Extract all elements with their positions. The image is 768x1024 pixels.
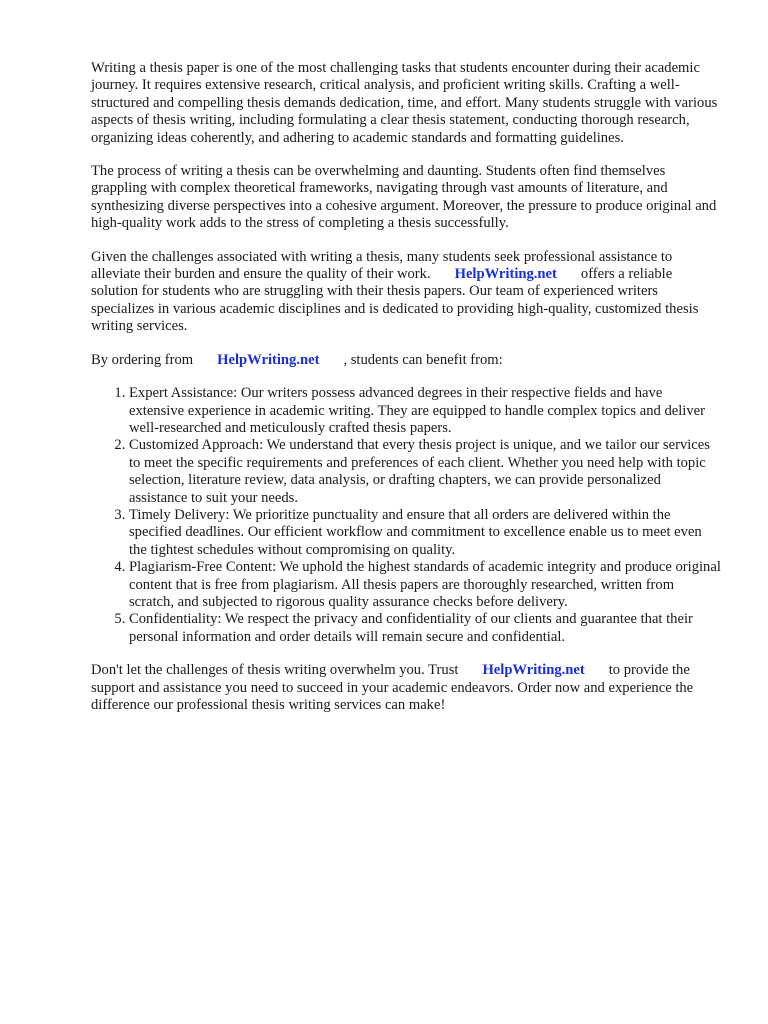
ordering-text-before: By ordering from [91,351,194,368]
benefit-item-expert-assistance: 1. Expert Assistance: Our writers possess advanced degrees in their respective fields and have extensive experience in academic writing. They are equipped to handle complex topics and deliver well-researched and meticulously crafted thesis papers. [129,385,721,437]
closing-text-after: to provide the support and assistance you need to succeed in your academic endeavors. Order now and experience the difference our professional thesis writing services can make! [91,662,694,713]
closing-paragraph [91,662,721,714]
helpwriting-link-1[interactable]: HelpWriting.net [454,266,557,283]
intro-paragraph: Writing a thesis paper is one of the most challenging tasks that students encounter during their academic journey. It requires extensive research, critical analysis, and proficient writing skills. Crafting a well-structured and compelling thesis demands dedication, time, and effort. Many students struggle with various aspects of thesis writing, including formulating a clear thesis statement, conducting thorough research, organizing ideas coherently, and adhering to academic standards and formatting guidelines. [91,60,718,146]
assistance-text-before: Given the challenges associated with writing a thesis, many students seek professional assistance to alleviate their burden and ensure the quality of their work. [91,248,673,283]
assistance-paragraph [91,249,721,336]
benefit-item-timely-delivery: 3. Timely Delivery: We prioritize punctuality and ensure that all orders are delivered within the specified deadlines. Our efficient workflow and commitment to excellence enable us to meet even the tightest schedules without compromising on quality. [129,507,721,559]
benefits-list [91,385,721,646]
helpwriting-link-2[interactable]: HelpWriting.net [217,351,320,368]
process-paragraph: The process of writing a thesis can be overwhelming and daunting. Students often find themselves grappling with complex theoretical frameworks, navigating through vast amounts of literature, and synthesizing diverse perspectives into a cohesive argument. Moreover, the pressure to produce original and high-quality work adds to the stress of completing a thesis successfully. [91,163,717,232]
ordering-text-after: , students can benefit from: [343,351,503,368]
document-page [91,60,721,730]
benefit-item-customized-approach: 2. Customized Approach: We understand that every thesis project is unique, and we tailor our services to meet the specific requirements and preferences of each client. Whether you need help with topic selection, literature review, data analysis, or drafting chapters, we can provide personalized assistance to suit your needs. [129,437,721,507]
benefit-item-confidentiality: 5. Confidentiality: We respect the privacy and confidentiality of our clients and guarantee that their personal information and order details will remain secure and confidential. [129,611,721,646]
benefit-item-plagiarism-free: 4. Plagiarism-Free Content: We uphold the highest standards of academic integrity and produce original content that is free from plagiarism. All thesis papers are thoroughly researched, written from scratch, and subjected to rigorous quality assurance checks before delivery. [129,559,721,611]
assistance-text-after: offers a reliable solution for students who are struggling with their thesis papers. Our team of experienced writers specializes in various academic disciplines and is dedicated to providing high-quality, customized thesis writing services. [91,266,699,335]
closing-text-before: Don't let the challenges of thesis writing overwhelm you. Trust [91,662,459,679]
ordering-paragraph [91,352,721,369]
helpwriting-link-3[interactable]: HelpWriting.net [482,662,585,679]
